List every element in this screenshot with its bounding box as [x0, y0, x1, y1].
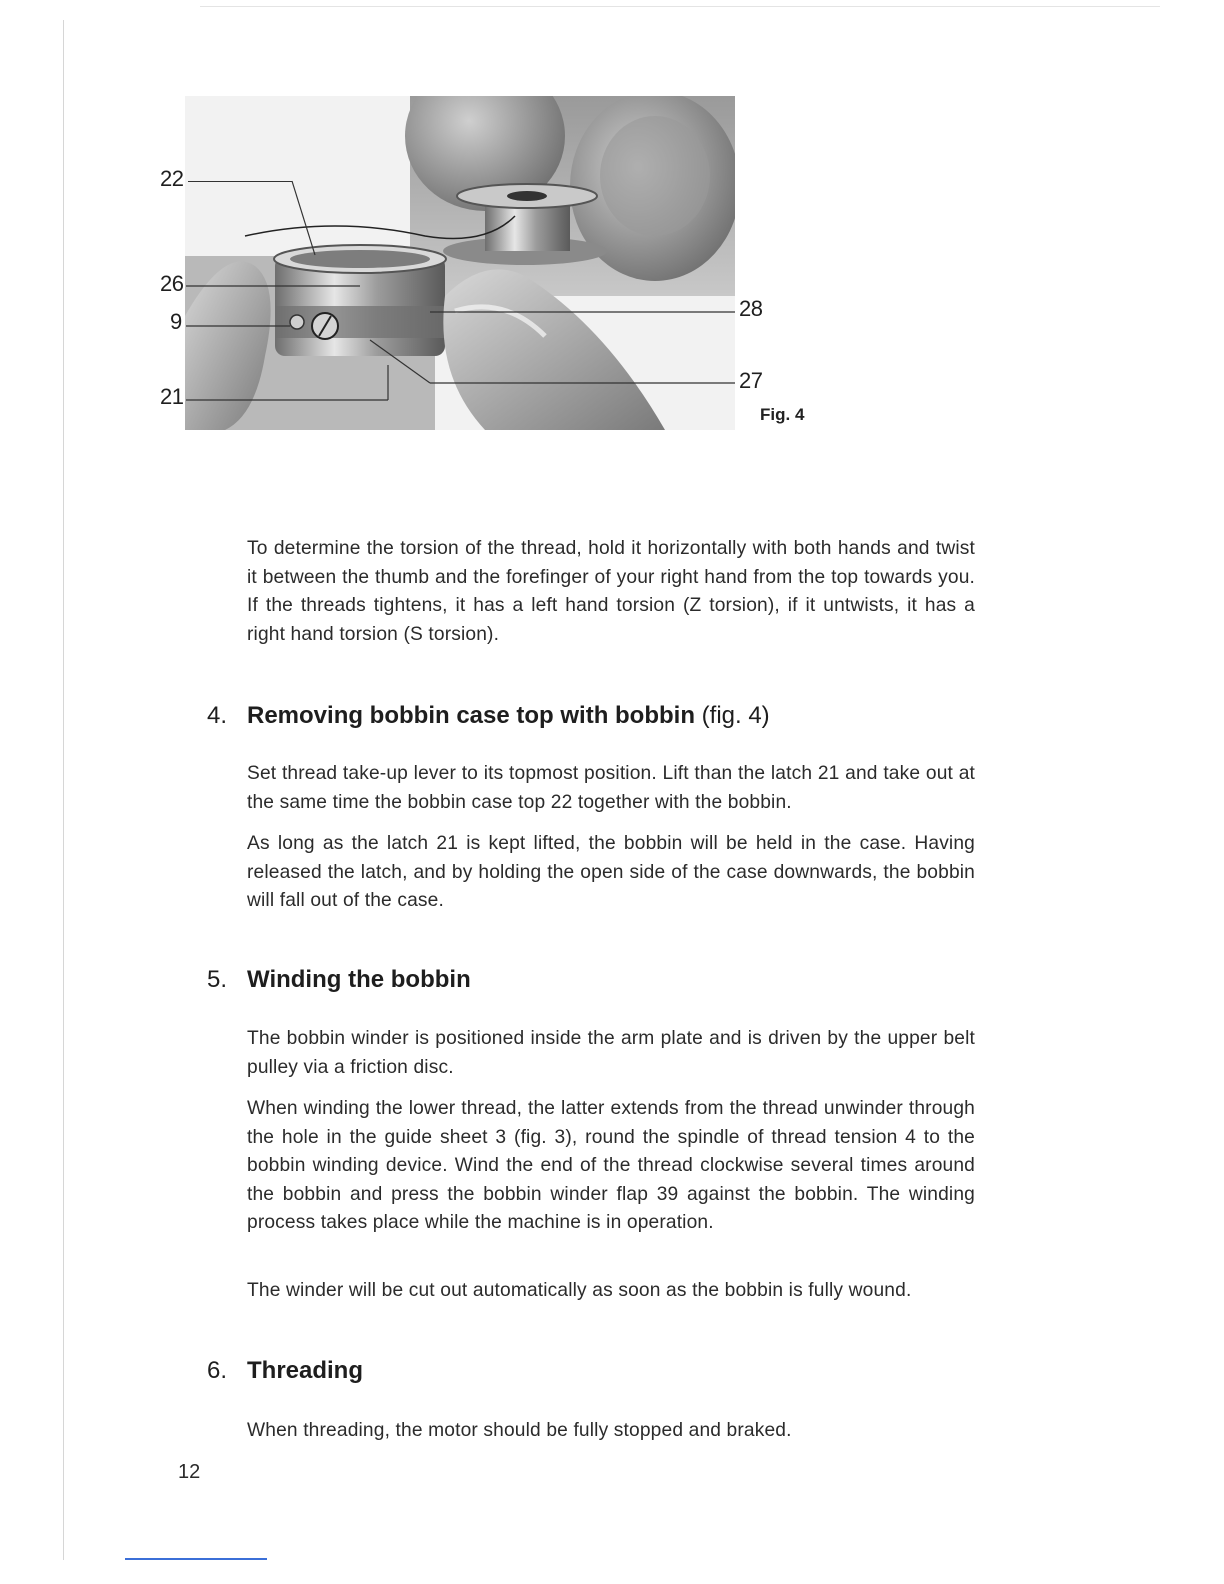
section-4-heading [207, 702, 770, 730]
section-4-number: 4. [207, 702, 228, 729]
callout-26: 26 [160, 271, 184, 296]
section-5-paragraph-2: When winding the lower thread, the latter extends from the thread unwinder through the hole in the guide sheet 3 (fig. 3), round the spindle of thread tension 4 to the bobbin winding device. Wind the end of the thread clockwise several times around the bobbin and press the bobbin winder flap 39 against the bobbin. The winding process takes place while the machine is in operation. [247, 1098, 975, 1233]
intro-paragraph: To determine the torsion of the thread, hold it horizontally with both hands and twist it between the thumb and the forefinger of your right hand from the top towards you. If the threads tightens, it has a left hand torsion (Z torsion), if it untwists, it has a right hand torsion (S torsion). [247, 538, 975, 645]
section-5-heading [207, 966, 471, 994]
section-6-paragraph-1: When threading, the motor should be fully stopped and braked. [247, 1420, 792, 1441]
section-4-paragraph-2: As long as the latch 21 is kept lifted, the bobbin will be held in the case. Having released the latch, and by holding the open side of the case downwards, the bobbin will fall out of the case. [247, 833, 975, 911]
section-6-heading [207, 1357, 363, 1385]
section-5-number: 5. [207, 966, 228, 993]
section-6-number: 6. [207, 1357, 228, 1384]
section-6-title: Threading [247, 1357, 364, 1384]
page-number: 12 [178, 1461, 201, 1483]
callout-28: 28 [739, 296, 763, 321]
bottom-edge-marker [125, 1558, 267, 1560]
section-5-paragraph-1: The bobbin winder is positioned inside the arm plate and is driven by the upper belt pulley via a friction disc. [247, 1028, 975, 1078]
section-4-figure-ref: (fig. 4) [701, 702, 770, 729]
callout-21: 21 [160, 384, 184, 409]
section-4-title: Removing bobbin case top with bobbin [247, 702, 695, 729]
callout-22: 22 [160, 166, 184, 191]
figure-caption: Fig. 4 [760, 405, 805, 424]
section-4-paragraph-1: Set thread take-up lever to its topmost position. Lift than the latch 21 and take out at the same time the bobbin case top 22 together with the bobbin. [247, 763, 975, 813]
callout-9: 9 [170, 309, 182, 334]
callout-27: 27 [739, 368, 763, 393]
leader-lines-diagonal [0, 0, 1224, 440]
section-5-paragraph-3: The winder will be cut out automatically as soon as the bobbin is fully wound. [247, 1280, 912, 1301]
section-5-title: Winding the bobbin [247, 966, 471, 993]
